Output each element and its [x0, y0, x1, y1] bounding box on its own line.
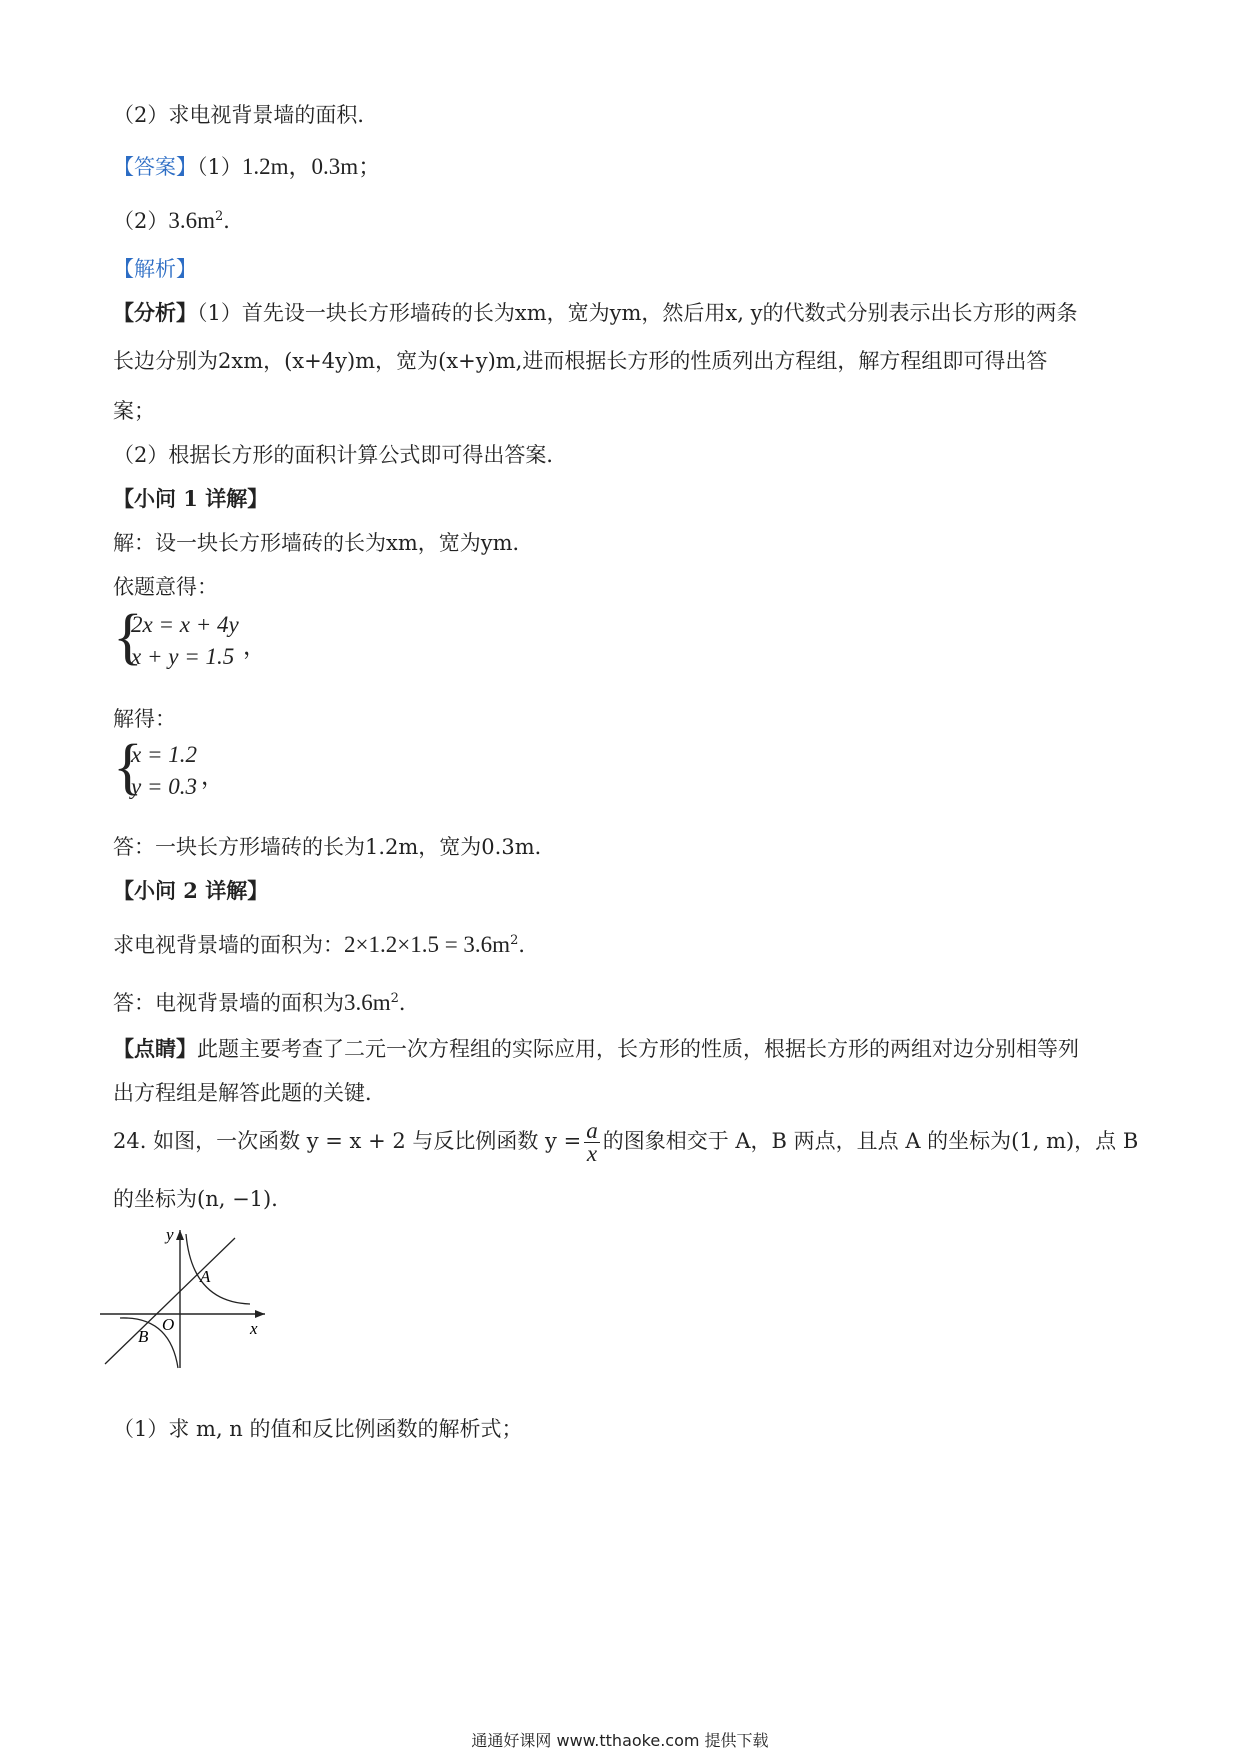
x-axis-arrow — [255, 1310, 265, 1318]
answer-line-1 — [113, 152, 381, 182]
analysis-tag: 【解析】 — [113, 257, 197, 281]
solution-intro: 解：设一块长方形墙砖的长为xm，宽为ym． — [113, 531, 534, 555]
function-graph — [100, 1218, 280, 1378]
dianjing-line-1 — [113, 1034, 1079, 1064]
equation-2b: y = 0.3 — [131, 774, 197, 799]
fraction-numerator: a — [586, 1118, 598, 1143]
answer2-value: 3.6m — [168, 208, 216, 233]
answer-statement-1: 答：一块长方形墙砖的长为1.2m，宽为0.3m． — [113, 835, 556, 859]
fenxi-text-4: （2）根据长方形的面积计算公式即可得出答案． — [113, 443, 568, 467]
equation-2a: x = 1.2 — [131, 742, 197, 767]
fenxi-tag: 【分析】 — [113, 300, 197, 325]
answer2-period: ． — [223, 209, 245, 233]
question-24-part-1: （1）求 m, n 的值和反比例函数的解析式； — [113, 1417, 523, 1441]
question-part-2: （2）求电视背景墙的面积． — [113, 103, 379, 127]
y-axis-arrow — [176, 1230, 184, 1240]
page-footer: 通通好课网 www.tthaoke.com 提供下载 — [471, 1731, 769, 1750]
fenxi-line-1 — [113, 298, 1077, 328]
answer2-prefix: （2） — [113, 209, 169, 233]
answer2-exponent: 2 — [215, 209, 224, 224]
q24-prefix: 24. 如图，一次函数 y = x + 2 与反比例函数 y = — [113, 1129, 582, 1153]
equation-system-2 — [113, 733, 313, 802]
left-brace: { — [113, 733, 143, 801]
answer-line-2 — [113, 202, 244, 236]
linear-function-line — [105, 1238, 235, 1364]
fenxi-text-3: 案； — [113, 399, 155, 423]
system-comma: ， — [201, 764, 224, 789]
equation-system-1 — [113, 603, 313, 672]
question-24-line-1 — [113, 1120, 1138, 1165]
equation-1a: 2x = x + 4y — [131, 612, 239, 637]
system-comma: ， — [243, 634, 266, 659]
left-brace: { — [113, 603, 143, 671]
sub-question-2-heading: 【小问 2 详解】 — [113, 878, 269, 903]
point-b-label: B — [138, 1327, 149, 1346]
sub-question-1-heading: 【小问 1 详解】 — [113, 486, 269, 511]
dianjing-text-2: 出方程组是解答此题的关键． — [113, 1081, 386, 1105]
question-24-line-2: 的坐标为(n, −1)． — [113, 1187, 293, 1211]
q24-fraction — [584, 1120, 600, 1165]
point-a-label: A — [200, 1267, 211, 1286]
q24-suffix: 的图象相交于 A，B 两点，且点 A 的坐标为(1, m)，点 B — [602, 1129, 1139, 1153]
answer-tag: 【答案】 — [113, 155, 197, 179]
hyperbola-branch-1 — [186, 1234, 250, 1304]
fenxi-text-2: 长边分别为2xm，(x+4y)m，宽为(x+y)m,进而根据长方形的性质列出方程组，解方程组即可得出答 — [113, 349, 1048, 373]
area-calculation — [113, 926, 539, 960]
dianjing-tag: 【点睛】 — [113, 1036, 197, 1061]
da2-value: 3.6m — [344, 990, 391, 1015]
y-axis-label: y — [166, 1225, 174, 1244]
area-prefix: 求电视背景墙的面积为： — [113, 933, 344, 957]
x-axis-label: x — [250, 1319, 258, 1338]
answer1-prefix: （1） — [197, 155, 242, 179]
solve-intro: 解得： — [113, 707, 176, 731]
answer-statement-2 — [113, 984, 420, 1018]
da2-prefix: 答：电视背景墙的面积为 — [113, 991, 344, 1015]
area-expression: 2×1.2×1.5 = 3.6m — [344, 932, 511, 957]
area-exponent: 2 — [510, 933, 519, 948]
area-period: ． — [518, 933, 540, 957]
fraction-denominator: x — [586, 1141, 598, 1166]
dianjing-text-1: 此题主要考查了二元一次方程组的实际应用，长方形的性质，根据长方形的两组对边分别相等列 — [197, 1037, 1079, 1061]
equation-intro: 依题意得： — [113, 575, 218, 599]
da2-exponent: 2 — [390, 991, 399, 1006]
fenxi-text-1: （1）首先设一块长方形墙砖的长为xm，宽为ym，然后用x, y的代数式分别表示出长方形的两条 — [197, 301, 1078, 325]
answer1-value: 1.2m，0.3m； — [241, 154, 382, 179]
equation-1b: x + y = 1.5 — [131, 644, 235, 669]
da2-period: ． — [398, 991, 420, 1015]
origin-label: O — [162, 1315, 175, 1334]
